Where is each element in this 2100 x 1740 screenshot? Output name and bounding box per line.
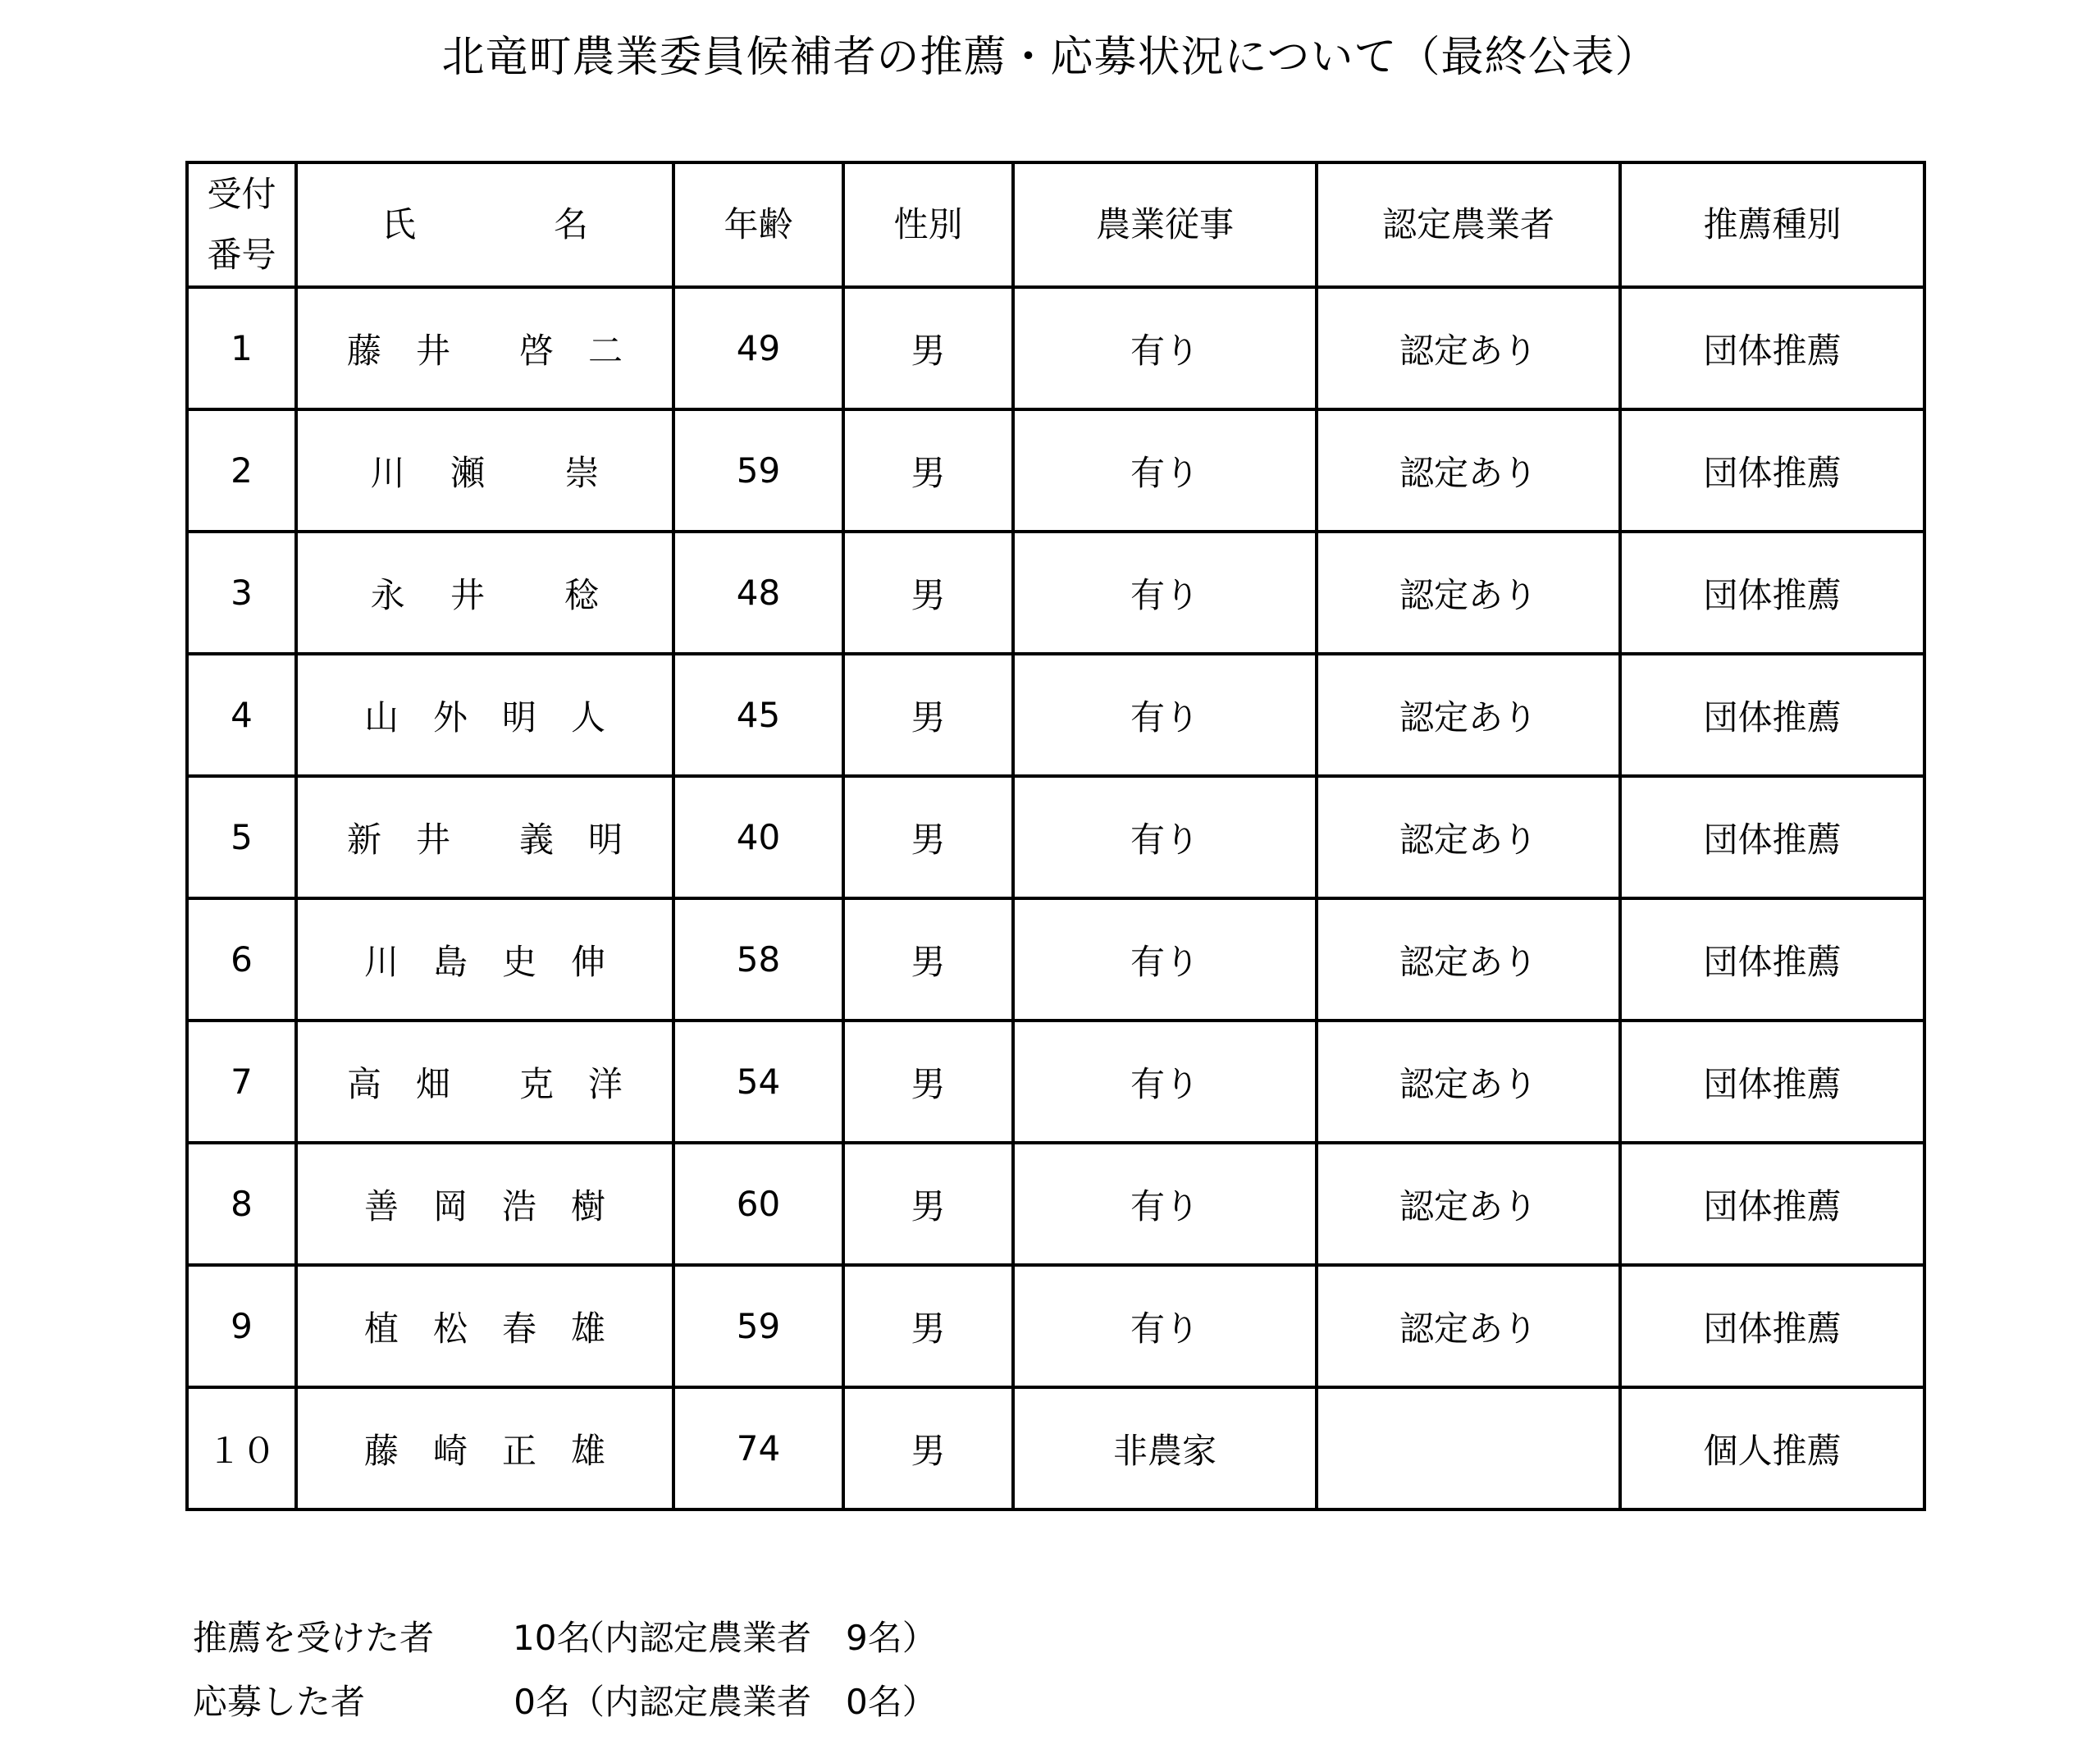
cell-age: 48 (673, 532, 843, 654)
cell-sex: 男 (843, 776, 1013, 898)
cell-certified-farmer (1317, 1387, 1620, 1509)
document-title: 北竜町農業委員候補者の推薦・応募状況について（最終公表） (441, 33, 1659, 82)
cell-age: 58 (673, 898, 843, 1021)
cell-name: 川 瀬 崇 (296, 409, 673, 532)
header-name: 氏 名 (296, 162, 673, 287)
table-row (187, 287, 1924, 409)
header-farming: 農業従事 (1013, 162, 1317, 287)
cell-farming: 有り (1013, 1265, 1317, 1387)
cell-recommendation-type: 団体推薦 (1620, 532, 1924, 654)
cell-name: 善 岡 浩 樹 (296, 1143, 673, 1265)
cell-receipt-number: １０ (187, 1387, 296, 1509)
summary-applied (193, 1670, 937, 1734)
cell-receipt-number: 9 (187, 1265, 296, 1387)
cell-receipt-number: 5 (187, 776, 296, 898)
summary-recommended-count: 10名 (513, 1618, 591, 1658)
cell-farming: 有り (1013, 1021, 1317, 1143)
cell-sex: 男 (843, 1387, 1013, 1509)
cell-sex: 男 (843, 1265, 1013, 1387)
cell-sex: 男 (843, 532, 1013, 654)
cell-recommendation-type: 団体推薦 (1620, 1143, 1924, 1265)
table-row (187, 776, 1924, 898)
cell-farming: 有り (1013, 409, 1317, 532)
summary-applied-count: 0名 (514, 1682, 570, 1722)
cell-farming: 有り (1013, 898, 1317, 1021)
cell-sex: 男 (843, 287, 1013, 409)
header-certified-farmer: 認定農業者 (1317, 162, 1620, 287)
header-receipt-number-line1: 受付 (207, 174, 276, 214)
table-header-row (187, 162, 1924, 287)
cell-certified-farmer: 認定あり (1317, 1021, 1620, 1143)
cell-name: 藤 井 啓 二 (296, 287, 673, 409)
cell-farming: 有り (1013, 1143, 1317, 1265)
cell-receipt-number: 1 (187, 287, 296, 409)
header-recommendation-type: 推薦種別 (1620, 162, 1924, 287)
cell-sex: 男 (843, 898, 1013, 1021)
cell-certified-farmer: 認定あり (1317, 287, 1620, 409)
cell-sex: 男 (843, 654, 1013, 776)
table-row (187, 409, 1924, 532)
summary-recommended-label: 推薦を受けた者 (193, 1618, 435, 1658)
cell-name: 川 島 史 伸 (296, 898, 673, 1021)
cell-farming: 有り (1013, 287, 1317, 409)
cell-receipt-number: 8 (187, 1143, 296, 1265)
summary-applied-label: 応募した者 (193, 1682, 366, 1722)
cell-name: 藤 崎 正 雄 (296, 1387, 673, 1509)
cell-certified-farmer: 認定あり (1317, 898, 1620, 1021)
header-age: 年齢 (673, 162, 843, 287)
cell-recommendation-type: 団体推薦 (1620, 898, 1924, 1021)
table-row (187, 1387, 1924, 1509)
cell-recommendation-type: 団体推薦 (1620, 1021, 1924, 1143)
cell-farming: 非農家 (1013, 1387, 1317, 1509)
table-row (187, 898, 1924, 1021)
cell-age: 49 (673, 287, 843, 409)
cell-age: 60 (673, 1143, 843, 1265)
cell-certified-farmer: 認定あり (1317, 1265, 1620, 1387)
cell-name: 高 畑 克 洋 (296, 1021, 673, 1143)
table-row (187, 1265, 1924, 1387)
table-row (187, 532, 1924, 654)
cell-farming: 有り (1013, 654, 1317, 776)
cell-sex: 男 (843, 409, 1013, 532)
cell-certified-farmer: 認定あり (1317, 654, 1620, 776)
cell-recommendation-type: 個人推薦 (1620, 1387, 1924, 1509)
cell-farming: 有り (1013, 776, 1317, 898)
cell-name: 植 松 春 雄 (296, 1265, 673, 1387)
table-row (187, 1143, 1924, 1265)
cell-sex: 男 (843, 1021, 1013, 1143)
cell-receipt-number: 6 (187, 898, 296, 1021)
cell-recommendation-type: 団体推薦 (1620, 409, 1924, 532)
cell-age: 54 (673, 1021, 843, 1143)
table-row (187, 1021, 1924, 1143)
header-receipt-number-line2: 番号 (207, 235, 276, 275)
cell-farming: 有り (1013, 532, 1317, 654)
cell-receipt-number: 3 (187, 532, 296, 654)
cell-receipt-number: 7 (187, 1021, 296, 1143)
cell-receipt-number: 2 (187, 409, 296, 532)
summary-applied-detail: （内認定農業者 0名） (570, 1682, 937, 1722)
candidate-table (185, 161, 1926, 1511)
cell-name: 山 外 明 人 (296, 654, 673, 776)
cell-recommendation-type: 団体推薦 (1620, 1265, 1924, 1387)
cell-sex: 男 (843, 1143, 1013, 1265)
summary-section (193, 1606, 937, 1734)
cell-age: 40 (673, 776, 843, 898)
cell-certified-farmer: 認定あり (1317, 532, 1620, 654)
cell-certified-farmer: 認定あり (1317, 776, 1620, 898)
cell-name: 永 井 稔 (296, 532, 673, 654)
cell-age: 59 (673, 1265, 843, 1387)
cell-recommendation-type: 団体推薦 (1620, 287, 1924, 409)
summary-recommended-detail: （内認定農業者 9名） (570, 1618, 937, 1658)
header-receipt-number (187, 162, 296, 287)
cell-recommendation-type: 団体推薦 (1620, 776, 1924, 898)
table-row (187, 654, 1924, 776)
cell-age: 59 (673, 409, 843, 532)
summary-recommended (193, 1606, 937, 1670)
cell-age: 74 (673, 1387, 843, 1509)
cell-recommendation-type: 団体推薦 (1620, 654, 1924, 776)
header-sex: 性別 (843, 162, 1013, 287)
cell-name: 新 井 義 明 (296, 776, 673, 898)
cell-certified-farmer: 認定あり (1317, 409, 1620, 532)
cell-age: 45 (673, 654, 843, 776)
cell-receipt-number: 4 (187, 654, 296, 776)
cell-certified-farmer: 認定あり (1317, 1143, 1620, 1265)
